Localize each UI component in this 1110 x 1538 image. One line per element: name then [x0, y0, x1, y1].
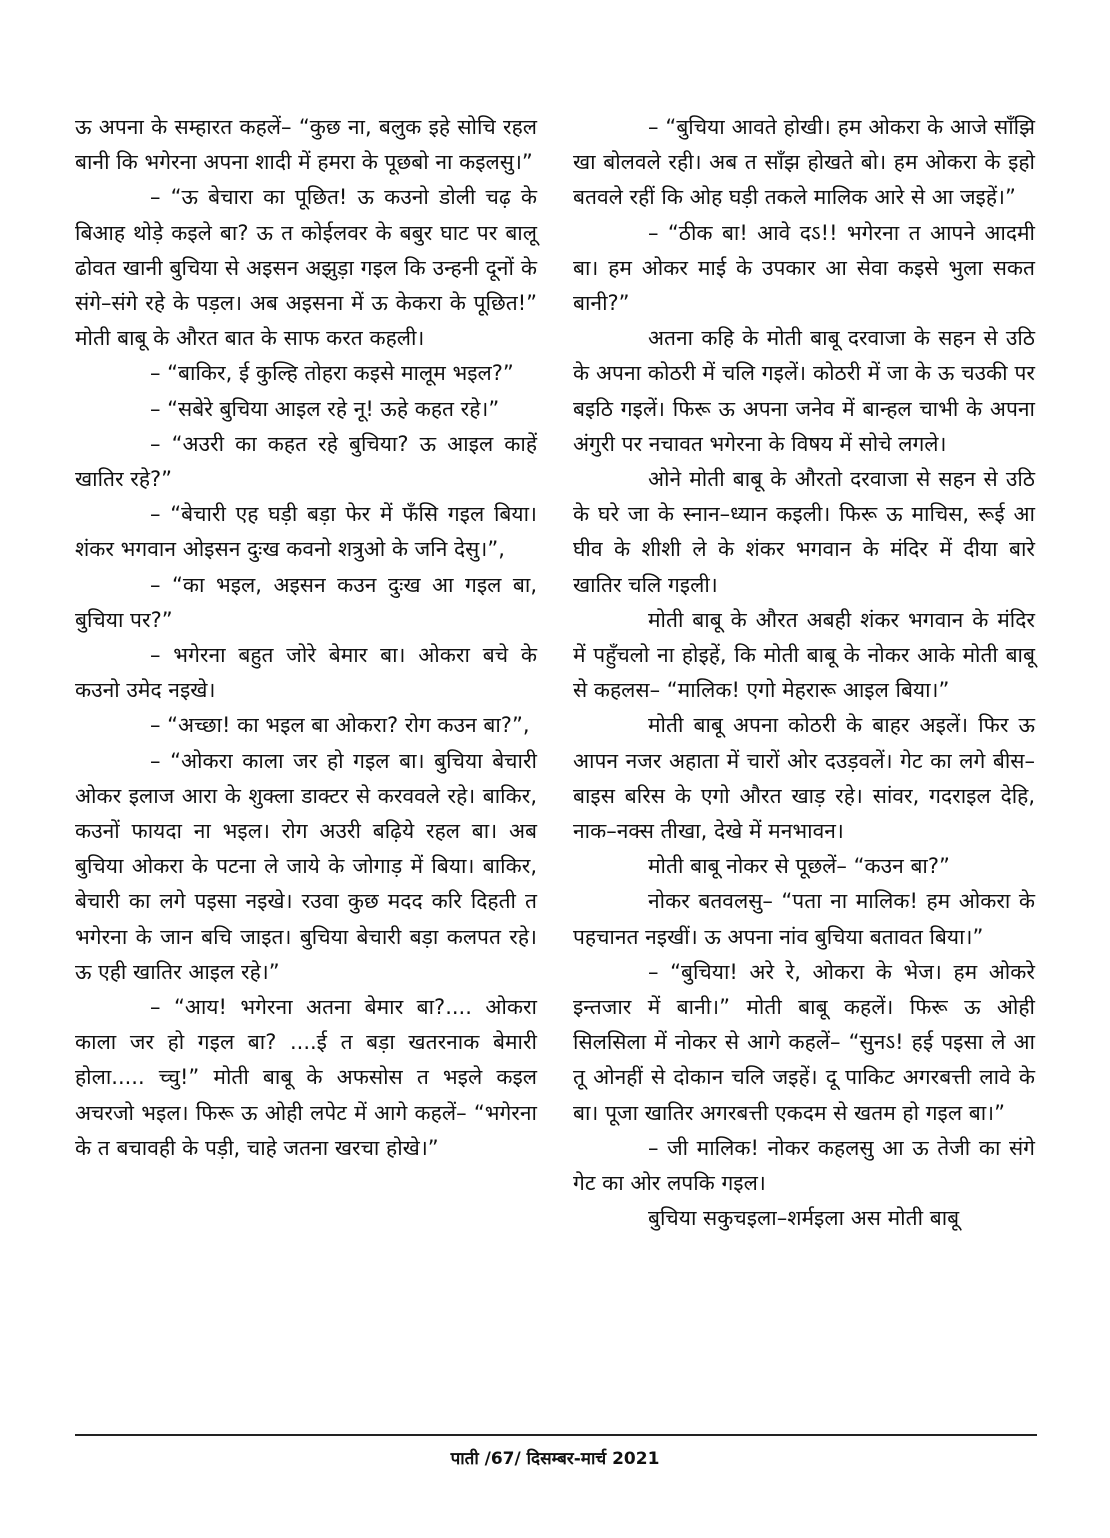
paragraph: – “बेचारी एह घड़ी बड़ा फेर में फँसि गइल बिया। शंकर भगवान ओइसन दुःख कवनो शत्रुओ के जनि देसु।”,: [75, 502, 537, 562]
paragraph: – “ऊ बेचारा का पूछित! ऊ कउनो डोली चढ़ के बिआह थोड़े कइले बा? ऊ त कोईलवर के बबुर घाट पर बालू ढोवत खानी बुचिया से अइसन अझुड़ा गइल कि उन्हनी दूनों के संगे–संगे रहे के पड़ल। अब अइसना में ऊ केकरा के पूछित!” मोती बाबू के औरत बात के साफ करत कहली।: [75, 185, 537, 351]
paragraph: – “बाकिर, ई कुल्हि तोहरा कइसे मालूम भइल?”: [150, 361, 514, 386]
paragraph: – “अच्छा! का भइल बा ओकरा? रोग कउन बा?”,: [150, 713, 530, 738]
paragraph: – “बुचिया आवते होखी। हम ओकरा के आजे साँझि खा बोलवले रही। अब त साँझ होखते बो। हम ओकरा के इहो बतवले रहीं कि ओह घड़ी तकले मालिक आरे से आ जइहें।”: [573, 115, 1035, 210]
paragraph: – “बुचिया! अरे रे, ओकरा के भेज। हम ओकरे इन्तजार में बानी।” मोती बाबू कहलें। फिरू ऊ ओही सिलसिला में नोकर से आगे कहलें– “सुनऽ! हई पइसा ले आ तू ओनहीं से दोकान चलि जइहें। दू पाकिट अगरबत्ती लावे के बा। पूजा खातिर अगरबत्ती एकदम से खतम हो गइल बा।”: [573, 959, 1035, 1125]
page-footer: पाती /67/ दिसम्बर-मार्च 2021: [450, 1449, 660, 1469]
paragraph: – “ठीक बा! आवे दऽ!! भगेरना त आपने आदमी बा। हम ओकर माई के उपकार आ सेवा कइसे भुला सकत बानी?”: [573, 220, 1035, 316]
left-text-column: [75, 110, 537, 1166]
paragraph: मोती बाबू अपना कोठरी के बाहर अइलें। फिर ऊ आपन नजर अहाता में चारों ओर दउड़वलें। गेट का लगे बीस–बाइस बरिस के एगो औरत खाड़ रहे। सांवर, गदराइल देहि, नाक–नक्स तीखा, देखे में मनभावन।: [573, 713, 1035, 844]
paragraph: अतना कहि के मोती बाबू दरवाजा के सहन से उठि के अपना कोठरी में चलि गइलें। कोठरी में जा के ऊ चउकी पर बइठि गइलें। फिरू ऊ अपना जनेव में बान्हल चाभी के अपना अंगुरी पर नचावत भगेरना के विषय में सोचे लगले।: [573, 326, 1035, 456]
right-text-column: [573, 110, 1035, 1237]
paragraph: ऊ अपना के सम्हारत कहलें– “कुछ ना, बलुक इहे सोचि रहल बानी कि भगेरना अपना शादी में हमरा के पूछबो ना कइलसु।”: [75, 115, 537, 175]
paragraph: – “ओकरा काला जर हो गइल बा। बुचिया बेचारी ओकर इलाज आरा के शुक्ला डाक्टर से करववले रहे। बाकिर, कउनों फायदा ना भइल। रोग अउरी बढ़िये रहल बा। अब बुचिया ओकरा के पटना ले जाये के जोगाड़ में बिया। बाकिर, बेचारी का लगे पइसा नइखे। रउवा कुछ मदद करि दिहती त भगेरना के जान बचि जाइत। बुचिया बेचारी बड़ा कलपत रहे। ऊ एही खातिर आइल रहे।”: [75, 748, 537, 984]
paragraph: – “अउरी का कहत रहे बुचिया? ऊ आइल काहें खातिर रहे?”: [75, 431, 537, 492]
paragraph: ओने मोती बाबू के औरतो दरवाजा से सहन से उठि के घरे जा के स्नान–ध्यान कइली। फिरू ऊ माचिस, रूई आ घीव के शीशी ले के शंकर भगवान के मंदिर में दीया बारे खातिर चलि गइली।: [573, 467, 1035, 597]
paragraph: नोकर बतवलसु– “पता ना मालिक! हम ओकरा के पहचानत नइखीं। ऊ अपना नांव बुचिया बतावत बिया।”: [573, 889, 1035, 949]
paragraph: – “सबेरे बुचिया आइल रहे नू! ऊहे कहत रहे।”: [150, 396, 500, 421]
paragraph: बुचिया सकुचइला–शर्मइला अस मोती बाबू: [648, 1206, 960, 1231]
paragraph: – “आय! भगेरना अतना बेमार बा?.... ओकरा काला जर हो गइल बा? ....ई त बड़ा खतरनाक बेमारी होला..... च्चु!” मोती बाबू के अफसोस त भइले कइल अचरजो भइल। फिरू ऊ ओही लपेट में आगे कहलें– “भगेरना के त बचावही के पड़ी, चाहे जतना खरचा होखे।”: [75, 995, 537, 1160]
paragraph: – भगेरना बहुत जोरे बेमार बा। ओकरा बचे के कउनो उमेद नइखे।: [75, 643, 537, 703]
footer-divider: [75, 1434, 1037, 1436]
paragraph: मोती बाबू नोकर से पूछलें– “कउन बा?”: [648, 854, 950, 879]
paragraph: – “का भइल, अइसन कउन दुःख आ गइल बा, बुचिया पर?”: [75, 572, 537, 632]
paragraph: – जी मालिक! नोकर कहलसु आ ऊ तेजी का संगे गेट का ओर लपकि गइल।: [573, 1135, 1035, 1196]
paragraph: मोती बाबू के औरत अबही शंकर भगवान के मंदिर में पहुँचलो ना होइहें, कि मोती बाबू के नोकर आके मोती बाबू से कहलस– “मालिक! एगो मेहरारू आइल बिया।”: [573, 607, 1035, 703]
